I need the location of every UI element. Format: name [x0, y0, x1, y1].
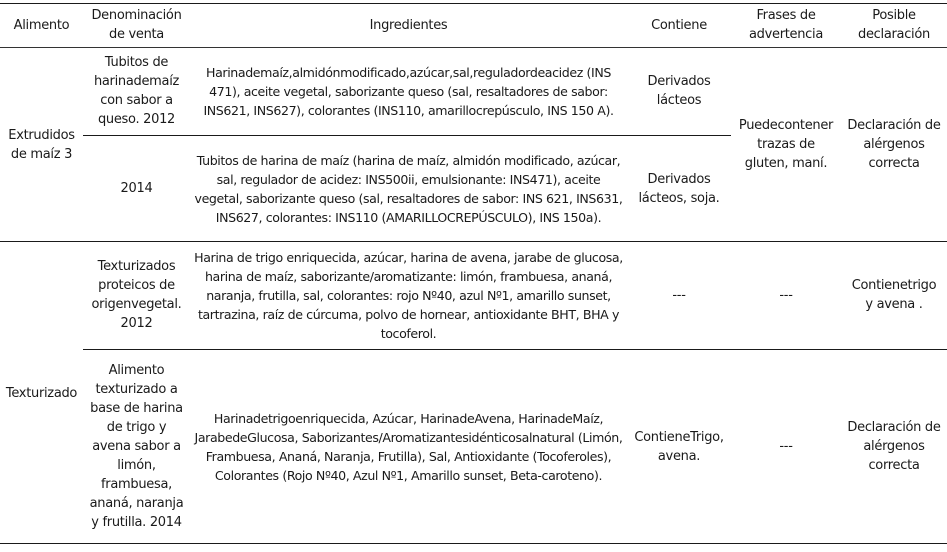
row-ingredientes: Harinadetrigoenriquecida, Azúcar, HarinadeAvena, HarinadeMaíz, JarabedeGlucosa, Saborizantes/Aromatizantesidénticosalnatural (Limón, Frambuesa, Ananá, Naranja, Frutilla), Sal, Antioxidante (Tocoferoles), Colorantes (Rojo Nº40, Azul Nº1, Amarillo sunset, Beta-caroteno). [194, 410, 623, 483]
row-posible: Contienetrigo y avena . [851, 278, 937, 312]
header-contiene: Contiene [651, 17, 707, 33]
row-denominacion: Texturizados proteicos de origenvegetal. 2012 [91, 259, 182, 331]
group-alimento-extrudidos: Extrudidos de maíz 3 [8, 127, 75, 162]
row-frases: --- [779, 439, 793, 454]
group-separator [0, 241, 947, 242]
header-ingredientes: Ingredientes [369, 17, 448, 33]
row-denominacion: Tubitos de harinademaíz con sabor a queso. 2012 [93, 55, 180, 127]
row-contiene: --- [672, 287, 686, 303]
row-contiene: Derivados lácteos, soja. [638, 171, 720, 206]
row-ingredientes: Tubitos de harina de maíz (harina de maíz, almidón modificado, azúcar, sal, regulador de acidez: INS500ii, emulsionante: INS471), aceite vegetal, saborizante queso (sal, resaltadores de sabor: INS 621, INS631, INS627, colorantes: INS110 (AMARILLOCREPÚSCULO), INS 150a). [194, 152, 623, 225]
row-ingredientes: Harinademaíz,almidónmodificado,azúcar,sal,reguladordeacidez (INS 471), aceite vegetal, saborizante queso (sal, resaltadores de sabor: INS621, INS627), colorantes (INS110, amarillocrepúsculo, INS 150 A). [203, 64, 614, 118]
row-denominacion: Alimento texturizado a base de harina de trigo y avena sabor a limón, frambuesa, ananá, naranja y frutilla. 2014 [89, 363, 184, 530]
row-ingredientes: Harina de trigo enriquecida, azúcar, harina de avena, jarabe de glucosa, harina de maíz, saborizante/aromatizante: limón, frambuesa, ananá, naranja, frutilla, sal, colorantes: rojo Nº40, azul Nº1, amarillo sunset, tartrazina, raíz de cúrcuma, polvo de hornear, antioxidante BHT, BHA y tocoferol. [194, 249, 623, 341]
header-posible: Posible declaración [858, 8, 930, 42]
header-alimento: Alimento [13, 17, 70, 33]
header-denominacion: Denominación de venta [91, 8, 182, 42]
group-posible: Declaración de alérgenos correcta [847, 118, 941, 171]
group-alimento-texturizado: Texturizado [5, 385, 78, 401]
row-contiene: Derivados lácteos [647, 74, 711, 108]
table-bottom-rule [0, 543, 947, 544]
row-posible: Declaración de alérgenos correcta [847, 420, 941, 473]
row-denominacion: 2014 [120, 181, 153, 196]
row-frases: --- [779, 287, 793, 303]
group-frases: Puedecontener trazas de gluten, maní. [738, 118, 834, 171]
row-contiene: ContieneTrigo, avena. [634, 429, 724, 464]
header-frases: Frases de advertencia [748, 8, 823, 42]
